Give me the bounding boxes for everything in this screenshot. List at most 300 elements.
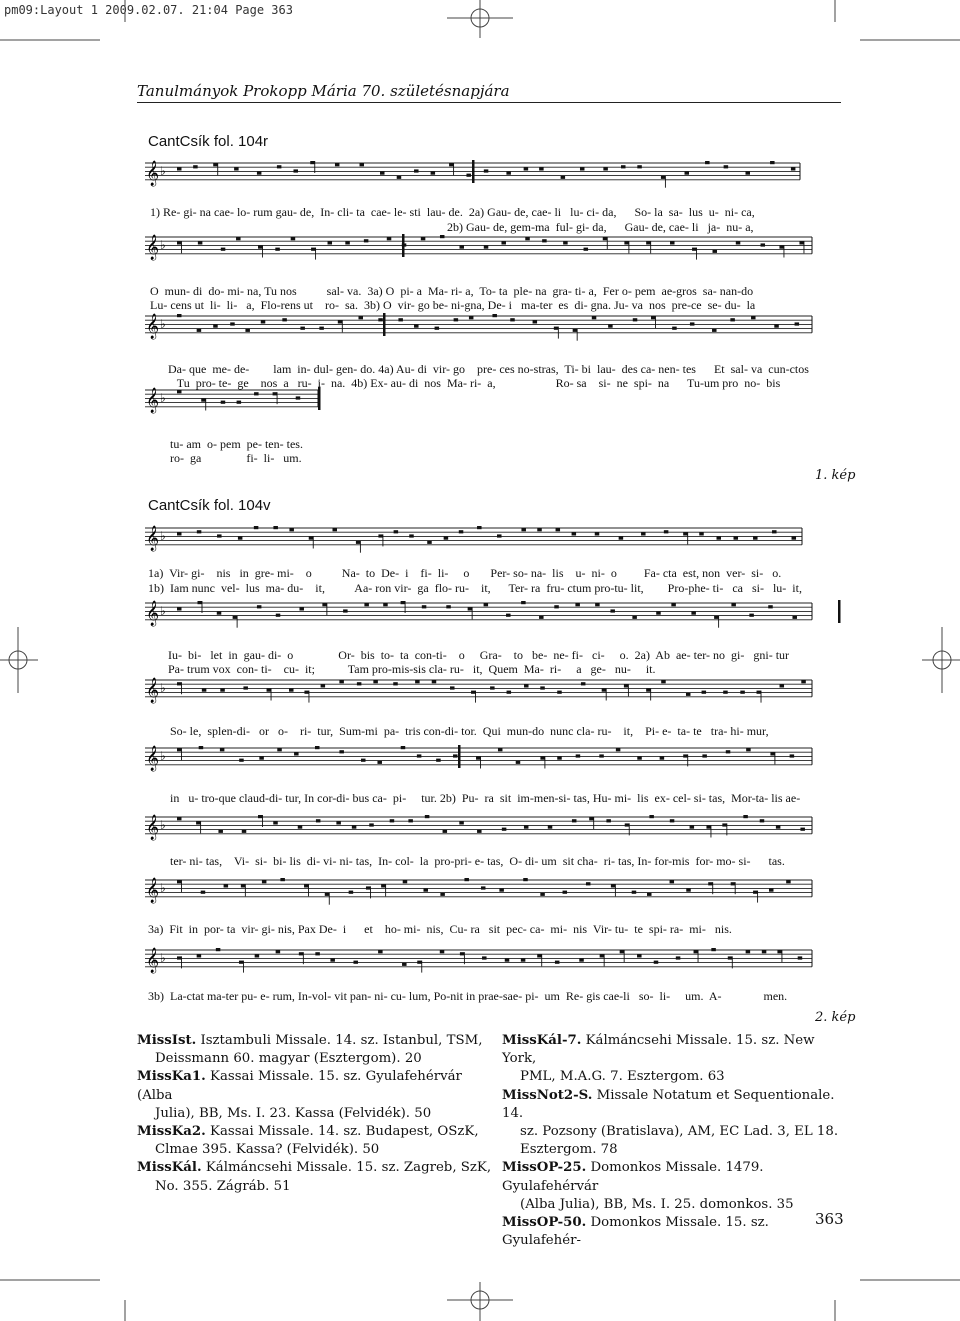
note-head xyxy=(300,327,305,330)
reference-text-cont: No. 355. Zágráb. 51 xyxy=(155,1178,291,1194)
note-head xyxy=(561,176,566,179)
note-head xyxy=(414,325,419,328)
reference-text: Domonkos Missale. 15. sz. Gyulafehér- xyxy=(502,1215,769,1249)
figure1-lyrics-line: Lu- cens ut li- li- a, Flo-rens ut ro- sa. 3b) O vir- go be- ni-gna, De- i ma-ter es di- gna. Ju- va nos pre-ce se- du- la xyxy=(150,298,756,312)
note-head xyxy=(625,823,630,826)
note-head xyxy=(690,322,695,325)
note-head xyxy=(524,167,529,170)
note-head xyxy=(259,757,264,760)
note-head xyxy=(554,327,559,330)
note-head xyxy=(539,616,544,619)
note-head xyxy=(242,830,247,833)
note-head xyxy=(299,607,304,610)
note-head xyxy=(378,950,383,953)
note-head xyxy=(427,541,432,544)
note-head xyxy=(378,318,383,321)
music-staff xyxy=(145,234,812,260)
note-head xyxy=(328,241,333,244)
note-head xyxy=(258,246,263,249)
note-head xyxy=(646,241,651,244)
reference-entry xyxy=(502,1032,852,1087)
music-staff xyxy=(145,877,812,905)
note-head xyxy=(213,325,218,328)
flat-icon: ♭ xyxy=(160,749,166,763)
note-head xyxy=(417,754,422,757)
note-head xyxy=(319,327,324,330)
note-head xyxy=(335,163,340,166)
note-head xyxy=(670,880,675,883)
note-head xyxy=(276,614,281,617)
note-head xyxy=(364,239,369,242)
note-head xyxy=(790,754,795,757)
treble-clef-icon: 𝄞 xyxy=(146,388,160,413)
reference-siglum: MissKál. xyxy=(137,1160,202,1176)
music-staff xyxy=(145,814,812,840)
note-head xyxy=(446,605,451,608)
note-head xyxy=(236,237,241,240)
note-head xyxy=(731,603,736,606)
note-head xyxy=(595,603,600,606)
note-head xyxy=(524,684,529,687)
note-head xyxy=(712,329,717,332)
note-head xyxy=(683,754,688,757)
note-head xyxy=(592,316,597,319)
reference-text: Missale Notatum et Sequentionale. 14. xyxy=(502,1087,835,1121)
note-head xyxy=(795,322,800,325)
bar-line xyxy=(402,234,405,257)
note-head xyxy=(731,882,736,885)
note-head xyxy=(761,243,766,246)
note-head xyxy=(686,889,691,892)
music-staff xyxy=(145,525,802,553)
note-head xyxy=(611,884,616,887)
note-head xyxy=(745,172,750,175)
note-head xyxy=(177,314,182,317)
note-head xyxy=(799,241,804,244)
note-head xyxy=(450,686,455,689)
note-head xyxy=(572,532,577,535)
note-head xyxy=(762,950,767,953)
note-head xyxy=(751,316,756,319)
note-head xyxy=(699,532,704,535)
note-head xyxy=(221,401,226,404)
note-head xyxy=(603,167,608,170)
note-head xyxy=(641,532,646,535)
note-head xyxy=(683,532,688,535)
figure1-lyrics-line: 2b) Gau- de, gem-ma ful- gi- da, Gau- de, cae- li ja- nu- a, xyxy=(150,220,754,234)
note-head xyxy=(218,830,223,833)
note-head xyxy=(202,689,207,692)
reference-text-cont: Clmae 395. Kassa? (Felvidék). 50 xyxy=(155,1142,380,1158)
note-head xyxy=(501,241,506,244)
note-head xyxy=(647,893,652,896)
figure2-lyrics-line: Pa- trum vox con- ti- cu- it; Tam pro-mis-sis cla- ru- it, Quem Ma- ri- a ge- nu- it. xyxy=(168,662,656,676)
note-head xyxy=(779,246,784,249)
note-head xyxy=(425,815,430,818)
note-head xyxy=(193,165,198,168)
note-head xyxy=(390,819,395,822)
note-head xyxy=(257,172,262,175)
note-head xyxy=(311,248,316,251)
note-head xyxy=(409,534,414,537)
note-head xyxy=(230,322,235,325)
note-head xyxy=(277,165,282,168)
note-head xyxy=(521,528,526,531)
note-head xyxy=(595,532,600,535)
note-head xyxy=(338,320,343,323)
note-head xyxy=(254,392,259,395)
note-head xyxy=(415,680,420,683)
note-head xyxy=(506,172,511,175)
note-head xyxy=(383,603,388,606)
note-head xyxy=(449,163,454,166)
note-head xyxy=(401,746,406,749)
note-head xyxy=(217,612,222,615)
note-head xyxy=(686,693,691,696)
flat-icon: ♭ xyxy=(160,529,166,543)
note-head xyxy=(436,759,441,762)
note-head xyxy=(670,819,675,822)
note-head xyxy=(586,882,591,885)
reference-text-cont: Esztergom. 78 xyxy=(520,1142,618,1158)
figure1-lyrics-line: O mun- di do- mi- na, Tu nos sal- va. 3a) O pi- a Ma- ri- a, To- ta ple- na gra- ti- a, Fer o- pem ae-gros sa- nan-do xyxy=(150,284,754,298)
note-head xyxy=(507,691,512,694)
note-head xyxy=(624,241,629,244)
note-head xyxy=(343,609,348,612)
note-head xyxy=(749,614,754,617)
figure2-lyrics-line: 1b) Iam nunc vel- lus ma- du- it, Aa- ron vir- ga flo- ru- it, Ter- ra fru- ctum pro-tu- lit, Pro-phe- ti- ca si- lu- it, xyxy=(148,581,802,595)
note-head xyxy=(708,882,713,885)
note-head xyxy=(397,176,402,179)
references-right-column xyxy=(502,1032,852,1250)
note-head xyxy=(298,826,303,829)
note-head xyxy=(309,537,314,540)
note-head xyxy=(224,884,229,887)
note-head xyxy=(608,325,613,328)
note-head xyxy=(556,528,561,531)
note-head xyxy=(325,893,330,896)
note-head xyxy=(506,614,511,617)
reference-entry xyxy=(137,1159,492,1195)
note-head xyxy=(671,603,676,606)
note-head xyxy=(380,172,385,175)
figure1-lyrics-line: Tu pro- te- ge nos a ru- i- na. 4b) Ex- au- di nos Ma- ri- a, Ro- sa si- ne spi- na Tu-um pro no- bis xyxy=(168,376,781,390)
note-head xyxy=(238,537,243,540)
note-head xyxy=(177,241,182,244)
note-head xyxy=(633,318,638,321)
note-head xyxy=(464,878,469,881)
note-head xyxy=(373,680,378,683)
note-head xyxy=(499,889,504,892)
note-head xyxy=(435,327,440,330)
note-head xyxy=(422,605,427,608)
bar-line xyxy=(458,745,461,768)
note-head xyxy=(321,684,326,687)
note-head xyxy=(177,607,182,610)
note-head xyxy=(345,241,350,244)
note-head xyxy=(315,746,320,749)
reference-siglum: MissKa1. xyxy=(137,1069,206,1085)
note-head xyxy=(702,754,707,757)
note-head xyxy=(304,884,309,887)
note-head xyxy=(548,826,553,829)
note-head xyxy=(722,823,727,826)
music-staff xyxy=(145,313,812,341)
note-head xyxy=(602,689,607,692)
note-head xyxy=(289,689,294,692)
note-head xyxy=(310,161,315,164)
figure2-lyrics-line: ter- ni- tas, Vi- si- bi- lis di- vi- ni- tas, In- col- la pro-pri- e- tas, O- di- um sit cha- ri- tas, In- for-mis for- mo- si- tas. xyxy=(170,854,785,868)
note-head xyxy=(201,399,206,402)
note-head xyxy=(277,748,282,751)
note-head xyxy=(798,956,803,959)
note-head xyxy=(216,948,221,951)
figure1-lyrics-line: ro- ga fi- li- um. xyxy=(170,451,302,465)
note-head xyxy=(352,826,357,829)
note-head xyxy=(273,526,278,529)
note-head xyxy=(498,748,503,751)
music-staff xyxy=(145,677,812,703)
note-head xyxy=(299,952,304,955)
note-head xyxy=(705,161,710,164)
note-head xyxy=(537,954,542,957)
note-head xyxy=(481,886,486,889)
note-head xyxy=(685,172,690,175)
note-head xyxy=(233,616,238,619)
note-head xyxy=(466,174,471,177)
note-head xyxy=(746,950,751,953)
reference-text-cont: sz. Pozsony (Bratislava), AM, EC Lad. 3, EL 18. xyxy=(520,1124,839,1140)
note-head xyxy=(177,532,182,535)
note-head xyxy=(454,318,459,321)
note-head xyxy=(177,748,182,751)
treble-clef-icon: 𝄞 xyxy=(146,878,160,903)
treble-clef-icon: 𝄞 xyxy=(146,526,160,551)
note-head xyxy=(516,761,521,764)
note-head xyxy=(356,541,361,544)
note-head xyxy=(557,757,562,760)
note-head xyxy=(800,828,805,831)
note-head xyxy=(239,759,244,762)
reference-siglum: MissKa2. xyxy=(137,1124,206,1140)
note-head xyxy=(468,607,473,610)
note-head xyxy=(572,819,577,822)
reference-text: Domonkos Missale. 1479. Gyulafehérvár xyxy=(502,1160,764,1194)
note-head xyxy=(575,603,580,606)
reference-text: Kálmáncsehi Missale. 15. sz. Zagreb, SzK, xyxy=(201,1160,492,1176)
flat-icon: ♭ xyxy=(160,604,166,618)
note-head xyxy=(423,889,428,892)
note-head xyxy=(505,959,510,962)
note-head xyxy=(706,826,711,829)
note-head xyxy=(273,821,278,824)
note-head xyxy=(255,954,260,957)
treble-clef-icon: 𝄞 xyxy=(146,601,160,626)
reference-entry xyxy=(137,1032,492,1068)
reference-entry xyxy=(502,1214,852,1250)
note-head xyxy=(234,167,239,170)
note-head xyxy=(540,757,545,760)
music-staff xyxy=(145,947,812,973)
treble-clef-icon: 𝄞 xyxy=(146,678,160,703)
flat-icon: ♭ xyxy=(160,681,166,695)
note-head xyxy=(336,821,341,824)
note-head xyxy=(637,757,642,760)
figure2-lyrics-line: So- le, splen-di- or o- ri- tur, Sum-mi pa- tris con-di- tor. Qui mun-do nunc cla- ru- it, Pi- e- ta- te tra- hi- mur, xyxy=(170,724,769,738)
reference-siglum: MissIst. xyxy=(137,1033,197,1048)
note-head xyxy=(661,176,666,179)
note-head xyxy=(339,750,344,753)
note-head xyxy=(387,237,392,240)
reference-siglum: MissOP-25. xyxy=(502,1160,587,1176)
note-head xyxy=(637,954,642,957)
note-head xyxy=(197,530,202,533)
note-head xyxy=(736,241,741,244)
note-head xyxy=(502,828,507,831)
figure2-lyrics-line: 3a) Fit in por- ta vir- gi- nis, Pax De- i et ho- mi- nis, Cu- ra sit pec- ca- mi- nis Vir- tu- te spi- ra- mi- nis. xyxy=(148,922,732,936)
note-head xyxy=(282,318,287,321)
note-head xyxy=(656,612,661,615)
note-head xyxy=(753,891,758,894)
note-head xyxy=(734,537,739,540)
note-head xyxy=(198,241,203,244)
note-head xyxy=(619,537,624,540)
flat-icon: ♭ xyxy=(160,881,166,895)
note-head xyxy=(692,248,697,251)
note-head xyxy=(801,680,806,683)
note-head xyxy=(402,963,407,966)
reference-text-cont: (Alba Julia), BB, Ms. I. 25. domonkos. 35 xyxy=(520,1196,794,1212)
note-head xyxy=(660,757,665,760)
note-head xyxy=(691,612,696,615)
note-head xyxy=(471,691,476,694)
note-head xyxy=(177,167,182,170)
reference-text-cont: PML, M.A.G. 7. Esztergom. 63 xyxy=(520,1069,725,1085)
treble-clef-icon: 𝄞 xyxy=(146,161,160,186)
reference-text: Isztambuli Missale. 14. sz. Istanbul, TSM, xyxy=(196,1033,483,1048)
note-head xyxy=(646,689,651,692)
note-head xyxy=(776,826,781,829)
note-head xyxy=(357,682,362,685)
note-head xyxy=(199,746,204,749)
music-staff xyxy=(145,600,841,628)
note-head xyxy=(431,172,436,175)
reference-text: Kálmáncsehi Missale. 15. sz. New York, xyxy=(502,1033,815,1067)
note-head xyxy=(786,880,791,883)
note-head xyxy=(414,169,419,172)
note-head xyxy=(563,891,568,894)
note-head xyxy=(243,686,248,689)
note-head xyxy=(296,396,301,399)
note-head xyxy=(237,401,242,404)
note-head xyxy=(477,526,482,529)
note-head xyxy=(780,684,785,687)
note-head xyxy=(262,880,267,883)
treble-clef-icon: 𝄞 xyxy=(146,314,160,339)
note-head xyxy=(220,689,225,692)
note-head xyxy=(289,528,294,531)
note-head xyxy=(791,167,796,170)
note-head xyxy=(257,605,262,608)
note-head xyxy=(670,241,675,244)
reference-entry xyxy=(137,1123,492,1159)
note-head xyxy=(261,320,266,323)
flat-icon: ♭ xyxy=(160,317,166,331)
note-head xyxy=(521,601,526,604)
note-head xyxy=(584,248,589,251)
note-head xyxy=(440,235,445,238)
music-staff xyxy=(145,745,812,771)
note-head xyxy=(723,691,728,694)
note-head xyxy=(459,530,464,533)
bar-line xyxy=(383,313,386,336)
note-head xyxy=(525,237,530,240)
treble-clef-icon: 𝄞 xyxy=(146,746,160,771)
flat-icon: ♭ xyxy=(160,238,166,252)
note-head xyxy=(258,815,263,818)
note-head xyxy=(599,754,604,757)
note-head xyxy=(254,526,259,529)
note-head xyxy=(573,329,578,332)
note-head xyxy=(554,605,559,608)
note-head xyxy=(394,530,399,533)
note-head xyxy=(444,537,449,540)
note-head xyxy=(492,314,497,317)
note-head xyxy=(540,893,545,896)
note-head xyxy=(197,954,202,957)
note-head xyxy=(304,691,309,694)
note-head xyxy=(421,237,426,240)
treble-clef-icon: 𝄞 xyxy=(146,815,160,840)
note-head xyxy=(484,603,489,606)
figure1-title: CantCsík fol. 104r xyxy=(148,133,269,150)
note-head xyxy=(315,952,320,955)
note-head xyxy=(245,329,250,332)
note-head xyxy=(469,316,474,319)
note-head xyxy=(217,534,222,537)
note-head xyxy=(542,239,547,242)
figure2-lyrics-line: Iu- bi- let in gau- di- o Or- bis to- ta con-ti- o Gra- to be- ne- fi- ci- o. 2a) Ab ae- ter- no gi- gni- tur xyxy=(168,648,790,662)
note-head xyxy=(743,815,748,818)
note-head xyxy=(293,169,298,172)
note-head xyxy=(417,961,422,964)
note-head xyxy=(774,325,779,328)
note-head xyxy=(740,691,745,694)
note-head xyxy=(443,830,448,833)
note-head xyxy=(533,320,538,323)
note-head xyxy=(381,884,386,887)
note-head xyxy=(316,819,321,822)
note-head xyxy=(403,880,408,883)
note-head xyxy=(555,961,560,964)
note-head xyxy=(600,954,605,957)
note-head xyxy=(540,686,545,689)
note-head xyxy=(432,680,437,683)
note-head xyxy=(273,392,278,395)
note-head xyxy=(460,952,465,955)
note-head xyxy=(770,161,775,164)
note-head xyxy=(294,752,299,755)
note-head xyxy=(401,601,406,604)
note-head xyxy=(768,605,773,608)
note-head xyxy=(760,819,765,822)
reference-text: Kassai Missale. 15. sz. Gyulafehérvár (Alba xyxy=(137,1069,462,1103)
note-head xyxy=(241,884,246,887)
note-head xyxy=(353,961,358,964)
note-head xyxy=(579,959,584,962)
note-head xyxy=(632,616,637,619)
treble-clef-icon: 𝄞 xyxy=(146,235,160,260)
